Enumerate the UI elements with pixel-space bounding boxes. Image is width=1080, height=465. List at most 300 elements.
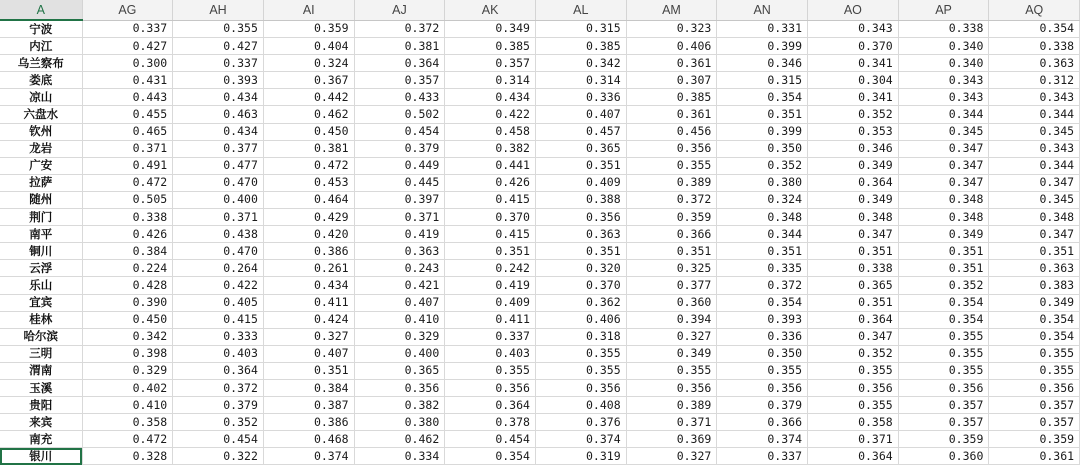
value-cell[interactable]: 0.355 xyxy=(626,157,717,174)
value-cell[interactable]: 0.350 xyxy=(717,345,808,362)
value-cell[interactable]: 0.349 xyxy=(808,157,899,174)
value-cell[interactable]: 0.354 xyxy=(898,294,989,311)
value-cell[interactable]: 0.402 xyxy=(82,379,173,396)
value-cell[interactable]: 0.442 xyxy=(263,89,354,106)
value-cell[interactable]: 0.243 xyxy=(354,260,445,277)
value-cell[interactable]: 0.343 xyxy=(898,72,989,89)
value-cell[interactable]: 0.408 xyxy=(535,397,626,414)
value-cell[interactable]: 0.410 xyxy=(82,397,173,414)
value-cell[interactable]: 0.361 xyxy=(626,55,717,72)
city-cell[interactable]: 宁波 xyxy=(0,20,82,38)
value-cell[interactable]: 0.356 xyxy=(626,140,717,157)
value-cell[interactable]: 0.397 xyxy=(354,191,445,208)
value-cell[interactable]: 0.390 xyxy=(82,294,173,311)
value-cell[interactable]: 0.450 xyxy=(263,123,354,140)
value-cell[interactable]: 0.351 xyxy=(535,157,626,174)
value-cell[interactable]: 0.403 xyxy=(173,345,264,362)
value-cell[interactable]: 0.371 xyxy=(808,431,899,448)
value-cell[interactable]: 0.329 xyxy=(354,328,445,345)
value-cell[interactable]: 0.427 xyxy=(82,38,173,55)
value-cell[interactable]: 0.359 xyxy=(263,20,354,38)
value-cell[interactable]: 0.424 xyxy=(263,311,354,328)
value-cell[interactable]: 0.355 xyxy=(989,345,1080,362)
value-cell[interactable]: 0.409 xyxy=(445,294,536,311)
value-cell[interactable]: 0.465 xyxy=(82,123,173,140)
value-cell[interactable]: 0.400 xyxy=(173,191,264,208)
value-cell[interactable]: 0.304 xyxy=(808,72,899,89)
value-cell[interactable]: 0.344 xyxy=(989,106,1080,123)
value-cell[interactable]: 0.382 xyxy=(445,140,536,157)
value-cell[interactable]: 0.463 xyxy=(173,106,264,123)
value-cell[interactable]: 0.387 xyxy=(263,397,354,414)
city-cell[interactable]: 六盘水 xyxy=(0,106,82,123)
value-cell[interactable]: 0.360 xyxy=(626,294,717,311)
value-cell[interactable]: 0.343 xyxy=(989,140,1080,157)
value-cell[interactable]: 0.224 xyxy=(82,260,173,277)
value-cell[interactable]: 0.312 xyxy=(989,72,1080,89)
value-cell[interactable]: 0.347 xyxy=(808,226,899,243)
value-cell[interactable]: 0.383 xyxy=(989,277,1080,294)
value-cell[interactable]: 0.345 xyxy=(989,191,1080,208)
value-cell[interactable]: 0.415 xyxy=(173,311,264,328)
value-cell[interactable]: 0.362 xyxy=(535,294,626,311)
value-cell[interactable]: 0.331 xyxy=(717,20,808,38)
value-cell[interactable]: 0.438 xyxy=(173,226,264,243)
value-cell[interactable]: 0.376 xyxy=(535,414,626,431)
value-cell[interactable]: 0.372 xyxy=(717,277,808,294)
value-cell[interactable]: 0.369 xyxy=(626,431,717,448)
value-cell[interactable]: 0.358 xyxy=(808,414,899,431)
value-cell[interactable]: 0.364 xyxy=(808,311,899,328)
value-cell[interactable]: 0.322 xyxy=(173,448,264,465)
value-cell[interactable]: 0.372 xyxy=(626,191,717,208)
value-cell[interactable]: 0.343 xyxy=(808,20,899,38)
value-cell[interactable]: 0.411 xyxy=(263,294,354,311)
value-cell[interactable]: 0.454 xyxy=(445,431,536,448)
value-cell[interactable]: 0.428 xyxy=(82,277,173,294)
value-cell[interactable]: 0.351 xyxy=(626,243,717,260)
column-header-aj[interactable]: AJ xyxy=(354,0,445,20)
value-cell[interactable]: 0.363 xyxy=(354,243,445,260)
value-cell[interactable]: 0.335 xyxy=(717,260,808,277)
column-header-an[interactable]: AN xyxy=(717,0,808,20)
value-cell[interactable]: 0.462 xyxy=(354,431,445,448)
value-cell[interactable]: 0.458 xyxy=(445,123,536,140)
value-cell[interactable]: 0.345 xyxy=(989,123,1080,140)
value-cell[interactable]: 0.359 xyxy=(898,431,989,448)
city-cell[interactable]: 铜川 xyxy=(0,243,82,260)
value-cell[interactable]: 0.355 xyxy=(898,345,989,362)
value-cell[interactable]: 0.347 xyxy=(808,328,899,345)
value-cell[interactable]: 0.364 xyxy=(808,174,899,191)
value-cell[interactable]: 0.355 xyxy=(898,328,989,345)
value-cell[interactable]: 0.415 xyxy=(445,226,536,243)
value-cell[interactable]: 0.334 xyxy=(354,448,445,465)
value-cell[interactable]: 0.355 xyxy=(989,362,1080,379)
value-cell[interactable]: 0.363 xyxy=(989,260,1080,277)
value-cell[interactable]: 0.385 xyxy=(445,38,536,55)
city-cell[interactable]: 随州 xyxy=(0,191,82,208)
value-cell[interactable]: 0.356 xyxy=(989,379,1080,396)
value-cell[interactable]: 0.380 xyxy=(717,174,808,191)
value-cell[interactable]: 0.347 xyxy=(989,174,1080,191)
value-cell[interactable]: 0.477 xyxy=(173,157,264,174)
value-cell[interactable]: 0.343 xyxy=(989,89,1080,106)
value-cell[interactable]: 0.371 xyxy=(354,209,445,226)
city-cell[interactable]: 荆门 xyxy=(0,209,82,226)
value-cell[interactable]: 0.374 xyxy=(717,431,808,448)
value-cell[interactable]: 0.470 xyxy=(173,243,264,260)
value-cell[interactable]: 0.377 xyxy=(173,140,264,157)
value-cell[interactable]: 0.346 xyxy=(717,55,808,72)
value-cell[interactable]: 0.386 xyxy=(263,243,354,260)
value-cell[interactable]: 0.450 xyxy=(82,311,173,328)
value-cell[interactable]: 0.344 xyxy=(989,157,1080,174)
city-cell[interactable]: 玉溪 xyxy=(0,379,82,396)
value-cell[interactable]: 0.354 xyxy=(717,294,808,311)
value-cell[interactable]: 0.454 xyxy=(354,123,445,140)
value-cell[interactable]: 0.352 xyxy=(898,277,989,294)
value-cell[interactable]: 0.337 xyxy=(82,20,173,38)
value-cell[interactable]: 0.441 xyxy=(445,157,536,174)
value-cell[interactable]: 0.338 xyxy=(989,38,1080,55)
value-cell[interactable]: 0.242 xyxy=(445,260,536,277)
value-cell[interactable]: 0.415 xyxy=(445,191,536,208)
value-cell[interactable]: 0.354 xyxy=(717,89,808,106)
value-cell[interactable]: 0.347 xyxy=(898,174,989,191)
value-cell[interactable]: 0.502 xyxy=(354,106,445,123)
value-cell[interactable]: 0.355 xyxy=(808,397,899,414)
value-cell[interactable]: 0.434 xyxy=(173,123,264,140)
value-cell[interactable]: 0.347 xyxy=(898,157,989,174)
value-cell[interactable]: 0.337 xyxy=(173,55,264,72)
value-cell[interactable]: 0.356 xyxy=(354,379,445,396)
value-cell[interactable]: 0.300 xyxy=(82,55,173,72)
value-cell[interactable]: 0.410 xyxy=(354,311,445,328)
value-cell[interactable]: 0.351 xyxy=(717,106,808,123)
value-cell[interactable]: 0.352 xyxy=(808,106,899,123)
value-cell[interactable]: 0.324 xyxy=(717,191,808,208)
column-header-ai[interactable]: AI xyxy=(263,0,354,20)
value-cell[interactable]: 0.345 xyxy=(898,123,989,140)
value-cell[interactable]: 0.327 xyxy=(626,448,717,465)
value-cell[interactable]: 0.354 xyxy=(989,311,1080,328)
column-header-ah[interactable]: AH xyxy=(173,0,264,20)
value-cell[interactable]: 0.355 xyxy=(898,362,989,379)
value-cell[interactable]: 0.340 xyxy=(898,38,989,55)
value-cell[interactable]: 0.378 xyxy=(445,414,536,431)
value-cell[interactable]: 0.429 xyxy=(263,209,354,226)
city-cell[interactable]: 云浮 xyxy=(0,260,82,277)
value-cell[interactable]: 0.422 xyxy=(173,277,264,294)
value-cell[interactable]: 0.349 xyxy=(989,294,1080,311)
value-cell[interactable]: 0.355 xyxy=(535,362,626,379)
value-cell[interactable]: 0.351 xyxy=(717,243,808,260)
value-cell[interactable]: 0.356 xyxy=(626,379,717,396)
column-header-ag[interactable]: AG xyxy=(82,0,173,20)
value-cell[interactable]: 0.348 xyxy=(808,209,899,226)
value-cell[interactable]: 0.505 xyxy=(82,191,173,208)
value-cell[interactable]: 0.371 xyxy=(173,209,264,226)
value-cell[interactable]: 0.431 xyxy=(82,72,173,89)
value-cell[interactable]: 0.359 xyxy=(626,209,717,226)
value-cell[interactable]: 0.379 xyxy=(354,140,445,157)
value-cell[interactable]: 0.342 xyxy=(82,328,173,345)
city-cell[interactable]: 钦州 xyxy=(0,123,82,140)
column-header-aq[interactable]: AQ xyxy=(989,0,1080,20)
value-cell[interactable]: 0.365 xyxy=(808,277,899,294)
value-cell[interactable]: 0.349 xyxy=(626,345,717,362)
city-cell[interactable]: 凉山 xyxy=(0,89,82,106)
value-cell[interactable]: 0.348 xyxy=(717,209,808,226)
value-cell[interactable]: 0.367 xyxy=(263,72,354,89)
value-cell[interactable]: 0.374 xyxy=(263,448,354,465)
value-cell[interactable]: 0.357 xyxy=(354,72,445,89)
value-cell[interactable]: 0.355 xyxy=(173,20,264,38)
city-cell[interactable]: 来宾 xyxy=(0,414,82,431)
value-cell[interactable]: 0.349 xyxy=(898,226,989,243)
value-cell[interactable]: 0.371 xyxy=(626,414,717,431)
value-cell[interactable]: 0.352 xyxy=(717,157,808,174)
value-cell[interactable]: 0.453 xyxy=(263,174,354,191)
value-cell[interactable]: 0.314 xyxy=(535,72,626,89)
value-cell[interactable]: 0.361 xyxy=(989,448,1080,465)
value-cell[interactable]: 0.338 xyxy=(808,260,899,277)
value-cell[interactable]: 0.419 xyxy=(354,226,445,243)
value-cell[interactable]: 0.327 xyxy=(626,328,717,345)
value-cell[interactable]: 0.356 xyxy=(898,379,989,396)
value-cell[interactable]: 0.456 xyxy=(626,123,717,140)
value-cell[interactable]: 0.352 xyxy=(173,414,264,431)
value-cell[interactable]: 0.434 xyxy=(263,277,354,294)
value-cell[interactable]: 0.393 xyxy=(717,311,808,328)
value-cell[interactable]: 0.421 xyxy=(354,277,445,294)
value-cell[interactable]: 0.389 xyxy=(626,174,717,191)
value-cell[interactable]: 0.472 xyxy=(82,431,173,448)
value-cell[interactable]: 0.355 xyxy=(808,362,899,379)
value-cell[interactable]: 0.354 xyxy=(445,448,536,465)
city-cell[interactable]: 三明 xyxy=(0,345,82,362)
value-cell[interactable]: 0.398 xyxy=(82,345,173,362)
city-cell[interactable]: 龙岩 xyxy=(0,140,82,157)
value-cell[interactable]: 0.346 xyxy=(808,140,899,157)
value-cell[interactable]: 0.381 xyxy=(354,38,445,55)
value-cell[interactable]: 0.380 xyxy=(354,414,445,431)
value-cell[interactable]: 0.364 xyxy=(808,448,899,465)
value-cell[interactable]: 0.352 xyxy=(808,345,899,362)
value-cell[interactable]: 0.349 xyxy=(445,20,536,38)
value-cell[interactable]: 0.343 xyxy=(898,89,989,106)
value-cell[interactable]: 0.443 xyxy=(82,89,173,106)
value-cell[interactable]: 0.355 xyxy=(445,362,536,379)
value-cell[interactable]: 0.366 xyxy=(626,226,717,243)
value-cell[interactable]: 0.350 xyxy=(717,140,808,157)
value-cell[interactable]: 0.364 xyxy=(445,397,536,414)
value-cell[interactable]: 0.370 xyxy=(445,209,536,226)
value-cell[interactable]: 0.405 xyxy=(173,294,264,311)
value-cell[interactable]: 0.386 xyxy=(263,414,354,431)
value-cell[interactable]: 0.434 xyxy=(445,89,536,106)
value-cell[interactable]: 0.356 xyxy=(717,379,808,396)
value-cell[interactable]: 0.358 xyxy=(82,414,173,431)
value-cell[interactable]: 0.419 xyxy=(445,277,536,294)
value-cell[interactable]: 0.349 xyxy=(808,191,899,208)
value-cell[interactable]: 0.354 xyxy=(989,328,1080,345)
value-cell[interactable]: 0.344 xyxy=(717,226,808,243)
value-cell[interactable]: 0.394 xyxy=(626,311,717,328)
value-cell[interactable]: 0.351 xyxy=(808,243,899,260)
value-cell[interactable]: 0.426 xyxy=(445,174,536,191)
value-cell[interactable]: 0.327 xyxy=(263,328,354,345)
value-cell[interactable]: 0.370 xyxy=(808,38,899,55)
value-cell[interactable]: 0.472 xyxy=(82,174,173,191)
value-cell[interactable]: 0.264 xyxy=(173,260,264,277)
value-cell[interactable]: 0.357 xyxy=(989,414,1080,431)
value-cell[interactable]: 0.363 xyxy=(989,55,1080,72)
value-cell[interactable]: 0.325 xyxy=(626,260,717,277)
city-cell[interactable]: 南平 xyxy=(0,226,82,243)
value-cell[interactable]: 0.329 xyxy=(82,362,173,379)
value-cell[interactable]: 0.315 xyxy=(535,20,626,38)
value-cell[interactable]: 0.351 xyxy=(808,294,899,311)
value-cell[interactable]: 0.353 xyxy=(808,123,899,140)
value-cell[interactable]: 0.341 xyxy=(808,55,899,72)
city-cell[interactable]: 哈尔滨 xyxy=(0,328,82,345)
value-cell[interactable]: 0.336 xyxy=(535,89,626,106)
value-cell[interactable]: 0.355 xyxy=(626,362,717,379)
value-cell[interactable]: 0.351 xyxy=(898,243,989,260)
value-cell[interactable]: 0.407 xyxy=(535,106,626,123)
value-cell[interactable]: 0.364 xyxy=(354,55,445,72)
city-cell[interactable]: 乐山 xyxy=(0,277,82,294)
value-cell[interactable]: 0.261 xyxy=(263,260,354,277)
city-cell[interactable]: 桂林 xyxy=(0,311,82,328)
column-header-am[interactable]: AM xyxy=(626,0,717,20)
value-cell[interactable]: 0.449 xyxy=(354,157,445,174)
value-cell[interactable]: 0.318 xyxy=(535,328,626,345)
column-header-ap[interactable]: AP xyxy=(898,0,989,20)
value-cell[interactable]: 0.351 xyxy=(989,243,1080,260)
value-cell[interactable]: 0.420 xyxy=(263,226,354,243)
city-cell[interactable]: 渭南 xyxy=(0,362,82,379)
value-cell[interactable]: 0.491 xyxy=(82,157,173,174)
value-cell[interactable]: 0.422 xyxy=(445,106,536,123)
value-cell[interactable]: 0.357 xyxy=(898,397,989,414)
value-cell[interactable]: 0.336 xyxy=(717,328,808,345)
city-cell[interactable]: 南充 xyxy=(0,431,82,448)
selected-cell[interactable]: 银川 xyxy=(0,448,82,465)
value-cell[interactable]: 0.355 xyxy=(717,362,808,379)
value-cell[interactable]: 0.468 xyxy=(263,431,354,448)
value-cell[interactable]: 0.351 xyxy=(445,243,536,260)
value-cell[interactable]: 0.341 xyxy=(808,89,899,106)
value-cell[interactable]: 0.389 xyxy=(626,397,717,414)
value-cell[interactable]: 0.356 xyxy=(445,379,536,396)
value-cell[interactable]: 0.354 xyxy=(898,311,989,328)
value-cell[interactable]: 0.351 xyxy=(263,362,354,379)
value-cell[interactable]: 0.365 xyxy=(354,362,445,379)
value-cell[interactable]: 0.357 xyxy=(445,55,536,72)
value-cell[interactable]: 0.372 xyxy=(173,379,264,396)
value-cell[interactable]: 0.462 xyxy=(263,106,354,123)
value-cell[interactable]: 0.434 xyxy=(173,89,264,106)
city-cell[interactable]: 娄底 xyxy=(0,72,82,89)
value-cell[interactable]: 0.363 xyxy=(535,226,626,243)
value-cell[interactable]: 0.385 xyxy=(626,89,717,106)
city-cell[interactable]: 广安 xyxy=(0,157,82,174)
city-cell[interactable]: 乌兰察布 xyxy=(0,55,82,72)
value-cell[interactable]: 0.399 xyxy=(717,123,808,140)
value-cell[interactable]: 0.409 xyxy=(535,174,626,191)
value-cell[interactable]: 0.333 xyxy=(173,328,264,345)
value-cell[interactable]: 0.365 xyxy=(535,140,626,157)
value-cell[interactable]: 0.454 xyxy=(173,431,264,448)
value-cell[interactable]: 0.356 xyxy=(808,379,899,396)
value-cell[interactable]: 0.404 xyxy=(263,38,354,55)
value-cell[interactable]: 0.314 xyxy=(445,72,536,89)
value-cell[interactable]: 0.360 xyxy=(898,448,989,465)
value-cell[interactable]: 0.337 xyxy=(717,448,808,465)
value-cell[interactable]: 0.348 xyxy=(989,209,1080,226)
value-cell[interactable]: 0.351 xyxy=(535,243,626,260)
value-cell[interactable]: 0.354 xyxy=(989,20,1080,38)
column-header-a[interactable]: A xyxy=(0,0,82,20)
city-cell[interactable]: 内江 xyxy=(0,38,82,55)
value-cell[interactable]: 0.357 xyxy=(989,397,1080,414)
value-cell[interactable]: 0.433 xyxy=(354,89,445,106)
value-cell[interactable]: 0.411 xyxy=(445,311,536,328)
value-cell[interactable]: 0.379 xyxy=(717,397,808,414)
value-cell[interactable]: 0.407 xyxy=(263,345,354,362)
column-header-al[interactable]: AL xyxy=(535,0,626,20)
value-cell[interactable]: 0.344 xyxy=(898,106,989,123)
value-cell[interactable]: 0.355 xyxy=(535,345,626,362)
value-cell[interactable]: 0.328 xyxy=(82,448,173,465)
value-cell[interactable]: 0.324 xyxy=(263,55,354,72)
value-cell[interactable]: 0.366 xyxy=(717,414,808,431)
value-cell[interactable]: 0.445 xyxy=(354,174,445,191)
value-cell[interactable]: 0.357 xyxy=(898,414,989,431)
value-cell[interactable]: 0.338 xyxy=(898,20,989,38)
value-cell[interactable]: 0.470 xyxy=(173,174,264,191)
city-cell[interactable]: 拉萨 xyxy=(0,174,82,191)
value-cell[interactable]: 0.351 xyxy=(898,260,989,277)
value-cell[interactable]: 0.457 xyxy=(535,123,626,140)
value-cell[interactable]: 0.372 xyxy=(354,20,445,38)
value-cell[interactable]: 0.347 xyxy=(989,226,1080,243)
value-cell[interactable]: 0.403 xyxy=(445,345,536,362)
value-cell[interactable]: 0.379 xyxy=(173,397,264,414)
column-header-ak[interactable]: AK xyxy=(445,0,536,20)
value-cell[interactable]: 0.319 xyxy=(535,448,626,465)
value-cell[interactable]: 0.384 xyxy=(82,243,173,260)
value-cell[interactable]: 0.384 xyxy=(263,379,354,396)
value-cell[interactable]: 0.340 xyxy=(898,55,989,72)
city-cell[interactable]: 宜宾 xyxy=(0,294,82,311)
value-cell[interactable]: 0.342 xyxy=(535,55,626,72)
value-cell[interactable]: 0.307 xyxy=(626,72,717,89)
value-cell[interactable]: 0.400 xyxy=(354,345,445,362)
value-cell[interactable]: 0.338 xyxy=(82,209,173,226)
value-cell[interactable]: 0.382 xyxy=(354,397,445,414)
value-cell[interactable]: 0.377 xyxy=(626,277,717,294)
value-cell[interactable]: 0.427 xyxy=(173,38,264,55)
value-cell[interactable]: 0.347 xyxy=(898,140,989,157)
value-cell[interactable]: 0.381 xyxy=(263,140,354,157)
value-cell[interactable]: 0.364 xyxy=(173,362,264,379)
value-cell[interactable]: 0.348 xyxy=(898,191,989,208)
value-cell[interactable]: 0.348 xyxy=(898,209,989,226)
